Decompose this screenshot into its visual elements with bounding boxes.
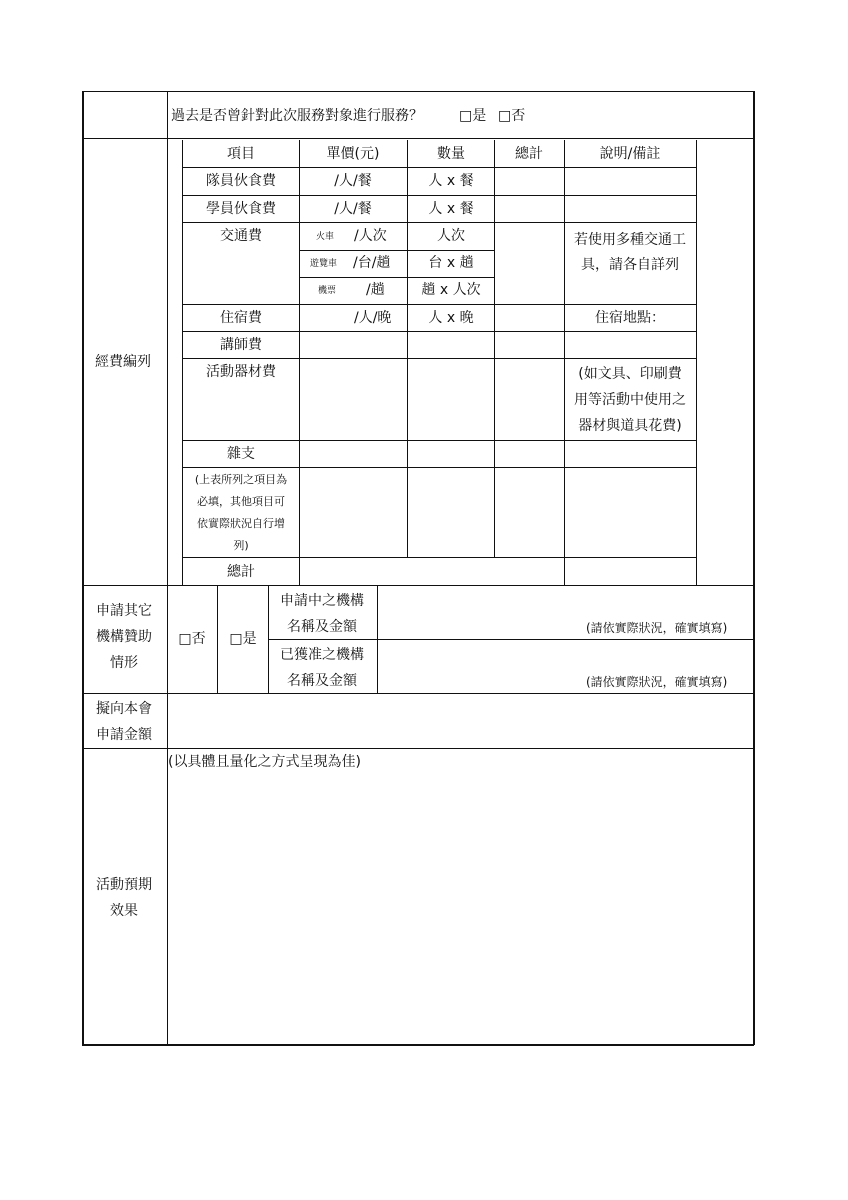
transport-flight-qty: 趟 x 人次 bbox=[421, 282, 481, 298]
equipment-note-line2: 用等活動中使用之 bbox=[574, 392, 686, 408]
row-equipment-item: 活動器材費 bbox=[206, 364, 276, 380]
row-member-meal-qty: 人 x 餐 bbox=[428, 173, 474, 189]
budget-section-label: 經費編列 bbox=[95, 354, 151, 370]
section-divider bbox=[82, 585, 754, 586]
header-unit-price: 單價(元) bbox=[326, 146, 380, 162]
transport-note-line2: 具，請各自詳列 bbox=[581, 257, 679, 273]
header-total: 總計 bbox=[515, 146, 543, 162]
sponsor-label-line2: 機構贊助 bbox=[96, 629, 152, 645]
other-note-line1: (上表所列之項目為 bbox=[194, 473, 288, 486]
budget-grid-line bbox=[182, 195, 696, 196]
budget-grid-line bbox=[564, 140, 565, 585]
applying-hint: (請依實際狀況，確實填寫) bbox=[586, 621, 728, 635]
row-student-meal-qty: 人 x 餐 bbox=[428, 201, 474, 217]
sponsor-label-line1: 申請其它 bbox=[96, 603, 152, 619]
transport-bus-unit: /台/趟 bbox=[353, 255, 391, 271]
budget-grid-line bbox=[696, 140, 697, 585]
sponsor-yes-checkbox[interactable]: □是 bbox=[229, 631, 257, 647]
other-note-line2: 必填，其他項目可 bbox=[197, 495, 285, 508]
approved-hint: (請依實際狀況，確實填寫) bbox=[586, 675, 728, 689]
budget-grid-line bbox=[182, 304, 696, 305]
table-right-border bbox=[753, 91, 755, 1045]
row-student-meal-unit: /人/餐 bbox=[334, 201, 372, 217]
section-divider bbox=[82, 693, 754, 694]
row-transport-item: 交通費 bbox=[220, 228, 262, 244]
header-quantity: 數量 bbox=[437, 146, 465, 162]
transport-flight-unit: /趟 bbox=[366, 282, 385, 298]
budget-grid-line bbox=[182, 467, 696, 468]
applying-label-line2: 名稱及金額 bbox=[287, 619, 357, 635]
budget-grid-line bbox=[182, 140, 183, 585]
table-left-border bbox=[82, 91, 84, 1045]
request-label-line2: 申請金額 bbox=[96, 727, 152, 743]
budget-grid-line bbox=[182, 557, 696, 558]
row-lodging-qty: 人 x 晚 bbox=[428, 310, 474, 326]
transport-bus-qty: 台 x 趟 bbox=[428, 255, 474, 271]
equipment-note-line3: 器材與道具花費) bbox=[578, 418, 682, 434]
budget-grid-line bbox=[494, 140, 495, 558]
budget-grid-line bbox=[182, 358, 696, 359]
sponsor-grid-line bbox=[217, 585, 218, 693]
row-lodging-unit: /人/晚 bbox=[354, 310, 392, 326]
row-member-meal-unit: /人/餐 bbox=[334, 173, 372, 189]
transport-train-unit: /人次 bbox=[354, 228, 387, 244]
label-column-divider bbox=[167, 91, 168, 1045]
approved-label-line1: 已獲准之機構 bbox=[280, 647, 364, 663]
budget-grid-line bbox=[182, 331, 696, 332]
table-bottom-border bbox=[82, 1044, 754, 1046]
history-yes-checkbox[interactable]: □是 bbox=[459, 108, 487, 124]
budget-grid-line bbox=[299, 277, 494, 278]
budget-grid-line bbox=[407, 140, 408, 558]
transport-train-qty: 人次 bbox=[437, 228, 465, 244]
budget-grid-line bbox=[182, 440, 696, 441]
sponsor-no-checkbox[interactable]: □否 bbox=[178, 631, 206, 647]
row-student-meal-item: 學員伙食費 bbox=[206, 201, 276, 217]
budget-grid-line bbox=[182, 222, 696, 223]
effect-label-line2: 效果 bbox=[110, 903, 138, 919]
row-misc-item: 雜支 bbox=[227, 446, 255, 462]
budget-grid-line bbox=[299, 140, 300, 585]
table-top-border bbox=[82, 91, 754, 92]
section-divider bbox=[82, 138, 754, 139]
request-label-line1: 擬向本會 bbox=[96, 701, 152, 717]
header-item: 項目 bbox=[227, 146, 255, 162]
history-no-checkbox[interactable]: □否 bbox=[498, 108, 526, 124]
row-lecturer-item: 講師費 bbox=[220, 337, 262, 353]
budget-grid-line bbox=[182, 167, 696, 168]
effect-hint: (以具體且量化之方式呈現為佳) bbox=[168, 754, 361, 770]
transport-bus-label: 遊覽車 bbox=[310, 259, 338, 269]
equipment-note-line1: (如文具、印刷費 bbox=[578, 366, 682, 382]
budget-grid-line bbox=[299, 250, 494, 251]
transport-train-label: 火車 bbox=[316, 232, 335, 242]
header-note: 說明/備註 bbox=[599, 146, 661, 162]
sponsor-grid-line bbox=[268, 639, 754, 640]
row-lodging-item: 住宿費 bbox=[220, 310, 262, 326]
section-divider bbox=[82, 748, 754, 749]
row-total-item: 總計 bbox=[227, 564, 255, 580]
approved-label-line2: 名稱及金額 bbox=[287, 673, 357, 689]
sponsor-label-line3: 情形 bbox=[110, 655, 138, 671]
transport-flight-label: 機票 bbox=[318, 286, 337, 296]
row-member-meal-item: 隊員伙食費 bbox=[206, 173, 276, 189]
applying-label-line1: 申請中之機構 bbox=[280, 593, 364, 609]
row-lodging-note: 住宿地點： bbox=[595, 310, 665, 326]
transport-note-line1: 若使用多種交通工 bbox=[574, 232, 686, 248]
history-question: 過去是否曾針對此次服務對象進行服務？ bbox=[171, 108, 423, 124]
effect-label-line1: 活動預期 bbox=[96, 877, 152, 893]
other-note-line3: 依實際狀況自行增 bbox=[197, 517, 285, 530]
other-note-line4: 列) bbox=[233, 539, 249, 552]
